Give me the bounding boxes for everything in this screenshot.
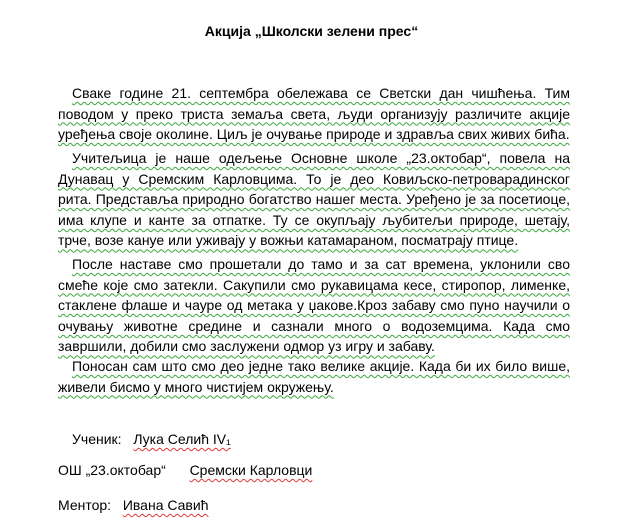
paragraph-3: После наставе смо прошетали до тамо и за сат времена, уклонили сво смеће које смо затекли. Сакупили смо рукавицама кесе, стиропор, лименке, стаклене флаше и чауре од метака у џакове.Кроз забаву смо пуно научили о очувању животне средине и сазнали много о водоземцима. Када смо завршили, добили смо заслужени одмор уз игру и забаву.: [58, 256, 570, 355]
student-name: Лука Селић IV₁: [133, 431, 231, 447]
paragraph-4: Поносан сам што смо део једне тако велике акције. Када би их било више, живели бисмо у много чистијем окружењу.: [58, 358, 570, 395]
paragraph-1: Сваке године 21. септембра обележава се Светски дан чишћења. Тим поводом у преко триста земаља света, људи организују различите акције уређења своје околине. Циљ је очување природе и здравља свих живих бића.: [58, 85, 570, 143]
mentor-label: Ментор:: [58, 497, 112, 513]
student-label: Ученик:: [72, 431, 122, 447]
paragraph-2: Учитељица је наше одељење Основне школе „23.октобар“, повела на Дунавац у Сремским Карловцима. То је део Ковиљско-петроварадинског рита. Представља природно богатство нашег места. Уређено је за посетиоце, има клупе и канте за отпатке. Ту се окупљају љубитељи природе, шетају, трче, возе кануе или уживају у вожњи катамараном, посматрају птице.: [58, 150, 570, 249]
student-signature: [72, 430, 231, 448]
mentor-signature: [58, 496, 208, 514]
mentor-name: Ивана Савић: [122, 497, 209, 513]
school-name: ОШ „23.октобар“: [58, 462, 166, 478]
document-title: Акција „Школски зелени прес“: [204, 23, 419, 39]
school-place: Сремски Карловци: [189, 462, 313, 478]
school-signature: [58, 461, 312, 479]
